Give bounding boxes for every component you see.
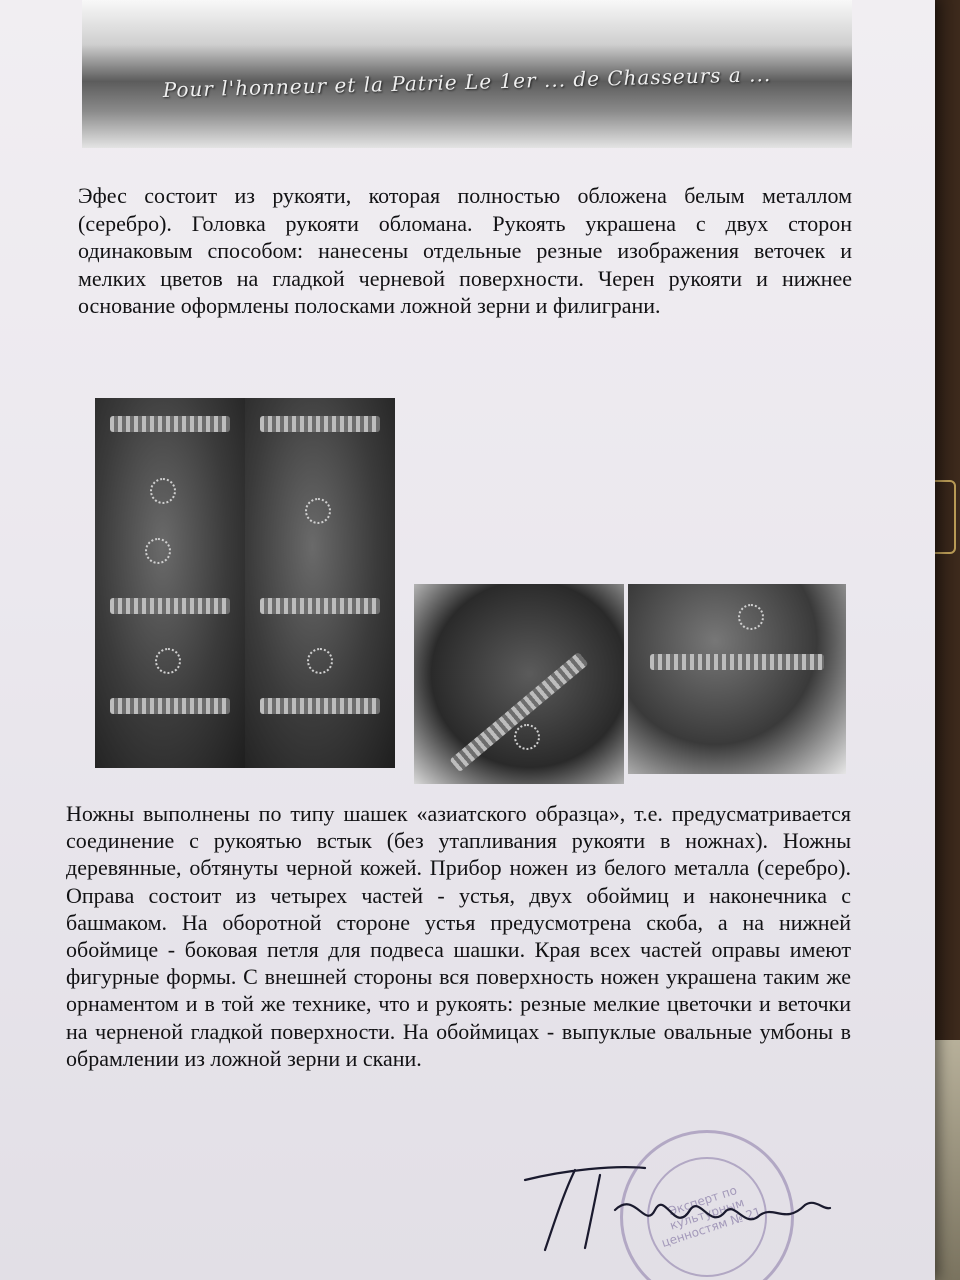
- filigree-band: [650, 654, 824, 670]
- hilt-photo-side-b: [245, 398, 395, 768]
- filigree-band: [110, 416, 230, 432]
- flower-engraving: [307, 648, 333, 674]
- blade-inscription-photo: [82, 0, 852, 148]
- flower-engraving: [145, 538, 171, 564]
- hilt-photo-base-detail: [628, 584, 846, 774]
- flower-engraving: [514, 724, 540, 750]
- flower-engraving: [155, 648, 181, 674]
- filigree-band: [260, 598, 380, 614]
- flower-engraving: [738, 604, 764, 630]
- flower-engraving: [150, 478, 176, 504]
- flower-engraving: [305, 498, 331, 524]
- filigree-band: [260, 416, 380, 432]
- filigree-band: [110, 698, 230, 714]
- hilt-description-paragraph: Эфес состоит из рукояти, которая полностью обложена белым металлом (серебро). Головка рукояти обломана. Рукоять украшена с двух сторон одинаковым способом: нанесены отдельные резные изображения веточек и мелких цветов на гладкой черневой поверхности. Черен рукояти и нижнее основание оформлены полосками ложной зерни и филиграни.: [78, 183, 852, 318]
- filigree-band: [260, 698, 380, 714]
- scabbard-description-paragraph: Ножны выполнены по типу шашек «азиатского образца», т.е. предусматривается соединение с рукоятью встык (без утапливания рукояти в ножнах). Ножны деревянные, обтянуты черной кожей. Прибор ножен из белого металла (серебро). Оправа состоит из четырех частей - устья, двух обоймиц и наконечника с башмаком. На оборотной стороне устья предусмотрена скоба, а на нижней обоймице - боковая петля для подвеса шашки. Края всех частей оправы имеют фигурные формы. С внешней стороны вся поверхность ножен украшена таким же орнаментом и в той же технике, что и рукоять: резные мелкие цветочки и веточки на черненой гладкой поверхности. На обоймицах - выпуклые овальные умбоны в обрамлении из ложной зерни и скани.: [66, 801, 851, 1071]
- signature: [505, 1150, 845, 1260]
- filigree-band: [110, 598, 230, 614]
- filigree-band: [450, 652, 589, 772]
- stamp-text: Эксперт по культурным ценностям № 21: [659, 1183, 763, 1251]
- hilt-photo-side-a: [95, 398, 245, 768]
- blade-inscription-text: Pour l'honneur et la Patrie Le 1er ... de Chasseurs a ...: [162, 62, 772, 102]
- hilt-photo-broken-pommel: [414, 584, 624, 784]
